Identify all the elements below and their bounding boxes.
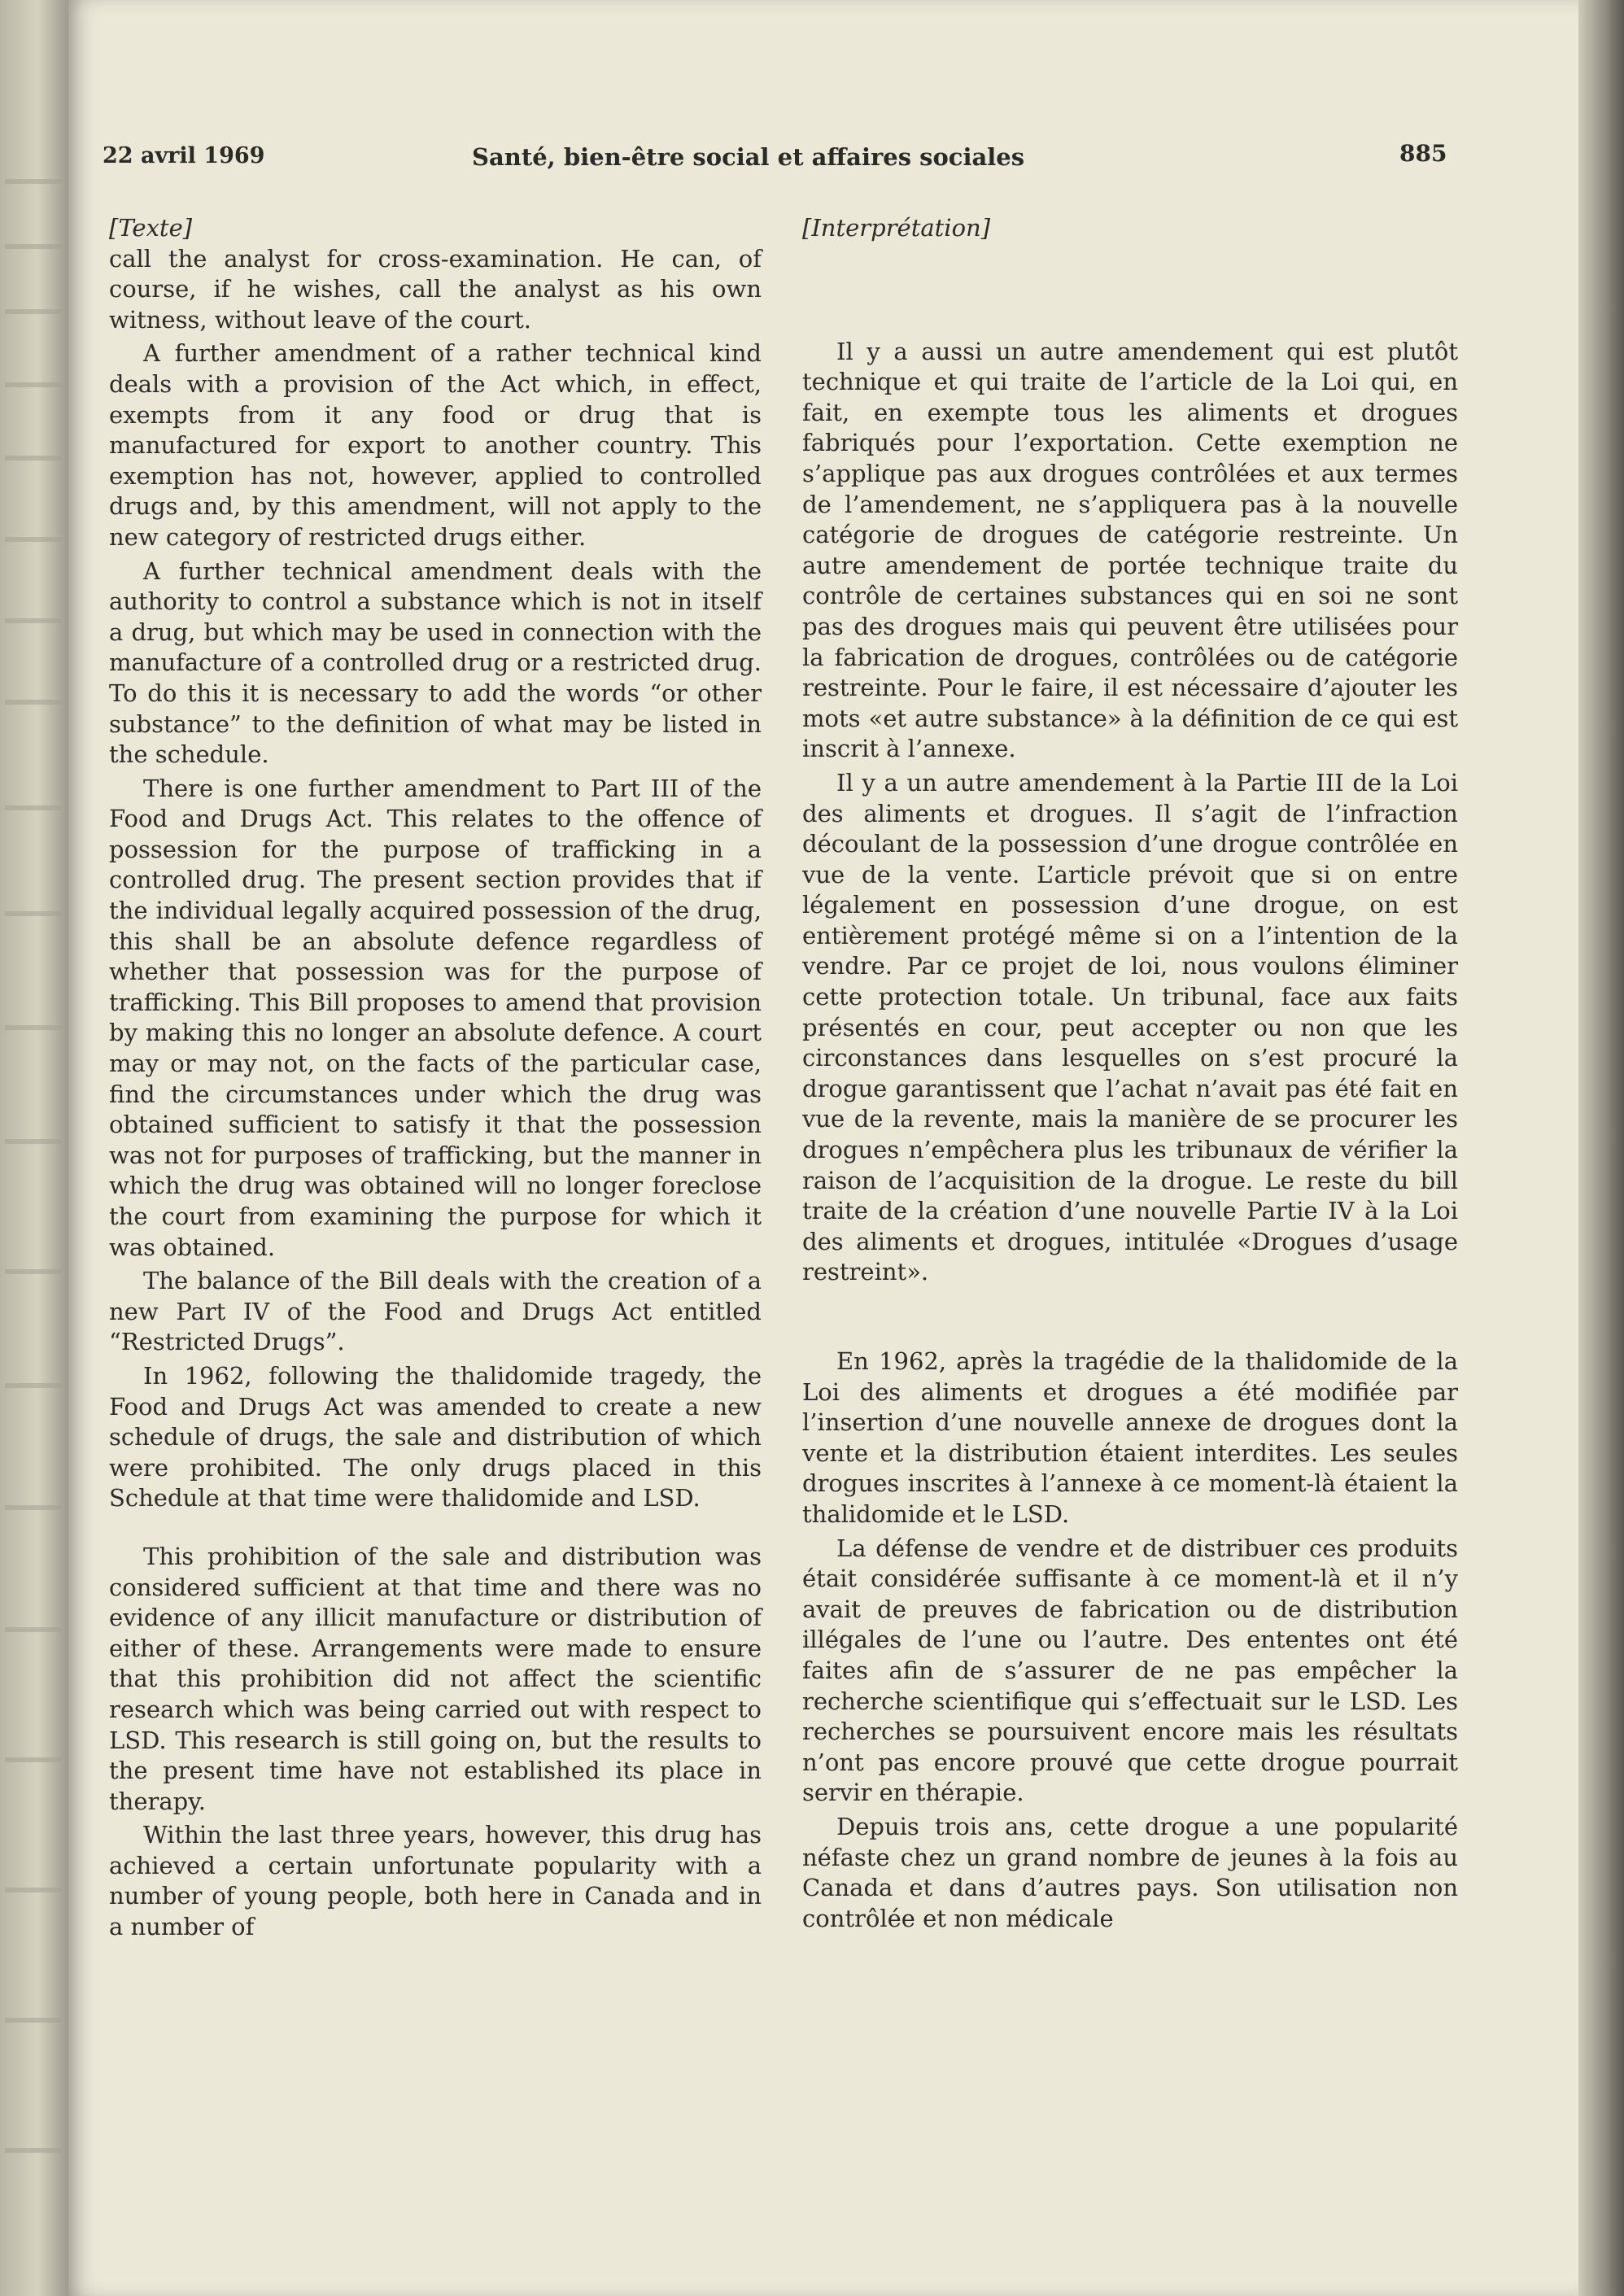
paragraph: The balance of the Bill deals with the creation of a new Part IV of the Food and Drugs Act entitled “Restricted Drugs”. <box>109 1267 762 1356</box>
page-edge-right <box>1578 0 1624 2296</box>
paragraph: call the analyst for cross-examination. He can, of course, if he wishes, call the analyst as his own witness, without leave of the court. <box>109 244 762 334</box>
paragraph: En 1962, après la tragédie de la thalidomide de la Loi des aliments et drogues a été modifiée par l’insertion d’une nouvelle annexe de drogues dont la vente et la distribution étaient interdites. Les seules drogues inscrites à l’annexe à ce moment-là étaient la thalidomide et le LSD. <box>802 1347 1458 1528</box>
english-label: [Texte] <box>109 214 193 242</box>
french-column <box>802 213 1458 1934</box>
paragraph: In 1962, following the thalidomide tragedy, the Food and Drugs Act was amended to create a new schedule of drugs, the sale and distribution of which were prohibited. The only drugs placed in this Schedule at that time were thalidomide and LSD. <box>109 1361 762 1512</box>
paragraph: There is one further amendment to Part III of the Food and Drugs Act. This relates to the offence of possession for the purpose of trafficking in a controlled drug. The present section provides that if the individual legally acquired possession of the drug, this shall be an absolute defence regardless of whether that possession was for the purpose of trafficking. This Bill proposes to amend that provision by making this no longer an absolute defence. A court may or may not, on the facts of the particular case, find the circumstances under which the drug was obtained sufficient to satisfy it that the possession was not for purposes of trafficking, but the manner in which the drug was obtained will no longer foreclose the court from examining the purpose for which it was obtained. <box>109 774 762 1261</box>
paragraph: Il y a aussi un autre amendement qui est plutôt technique et qui traite de l’article de la Loi qui, en fait, en exempte tous les aliments et drogues fabriqués pour l’exportation. Cette exemption ne s’applique pas aux drogues contrôlées et aux termes de l’amendement, ne s’appliquera pas à la nouvelle catégorie de drogues de catégorie restreinte. Un autre amendement de portée technique traite du contrôle de certaines substances qui en soi ne sont pas des drogues mais qui peuvent être utilisées pour la fabrication de drogues, contrôlées ou de catégorie restreinte. Pour le faire, il est nécessaire d’ajouter les mots «et autre substance» à la définition de ce qui est inscrit à l’annexe. <box>802 337 1458 763</box>
page-number: 885 <box>1399 140 1447 167</box>
paragraph: A further amendment of a rather technical kind deals with a provision of the Act which, in effect, exempts from it any food or drug that is manufactured for export to another country. This exemption has not, however, applied to controlled drugs and, by this amendment, will not apply to the new category of restricted drugs either. <box>109 339 762 551</box>
paragraph: Il y a un autre amendement à la Partie III de la Loi des aliments et drogues. Il s’agit de l’infraction découlant de la possession d’une drogue contrôlée en vue de la vente. L’article prévoit que si on entre légalement en possession d’une drogue, on est entièrement protégé même si on a l’intention de la vendre. Par ce projet de loi, nous voulons éliminer cette protection totale. Un tribunal, face aux faits présentés en cour, peut accepter ou non que les circonstances dans lesquelles on s’est procuré la drogue garantissent que l’achat n’avait pas été fait en vue de la revente, mais la manière de se procurer les drogues n’empêchera plus les tribunaux de vérifier la raison de l’acquisition de la drogue. Le reste du bill traite de la création d’une nouvelle Partie IV à la Loi des aliments et drogues, intitulée «Drogues d’usage restreint». <box>802 768 1458 1286</box>
paragraph: Depuis trois ans, cette drogue a une popularité néfaste chez un grand nombre de jeunes à la fois au Canada et dans d’autres pays. Son utilisation non contrôlée et non médicale <box>802 1812 1458 1932</box>
header-title: Santé, bien-être social et affaires sociales <box>472 143 1025 171</box>
english-column <box>109 213 762 1943</box>
paragraph: This prohibition of the sale and distribution was considered sufficient at that time and there was no evidence of any illicit manufacture or distribution of either of these. Arrangements were made to ensure that this prohibition did not affect the scientific research which was being carried out with respect to LSD. This research is still going on, but the results to the present time have not established its place in therapy. <box>109 1542 762 1815</box>
header-date: 22 avril 1969 <box>103 143 265 168</box>
paragraph: A further technical amendment deals with the authority to control a substance which is not in itself a drug, but which may be used in connection with the manufacture of a controlled drug or a restricted drug. To do this it is necessary to add the words “or other substance” to the definition of what may be listed in the schedule. <box>109 557 762 769</box>
french-label: [Interprétation] <box>802 214 991 242</box>
facing-page-edge <box>0 0 68 2296</box>
paragraph: La défense de vendre et de distribuer ces produits était considérée suffisante à ce moment-là et il n’y avait de preuves de fabrication ou de distribution illégales de l’une ou l’autre. Des ententes ont été faites afin de s’assurer de ne pas empêcher la recherche scientifique qui s’effectuait sur le LSD. Les recherches se poursuivent encore mais les résultats n’ont pas encore prouvé que cette drogue pourrait servir en thérapie. <box>802 1534 1458 1807</box>
paragraph: Within the last three years, however, this drug has achieved a certain unfortunate popularity with a number of young people, both here in Canada and in a number of <box>109 1821 762 1941</box>
